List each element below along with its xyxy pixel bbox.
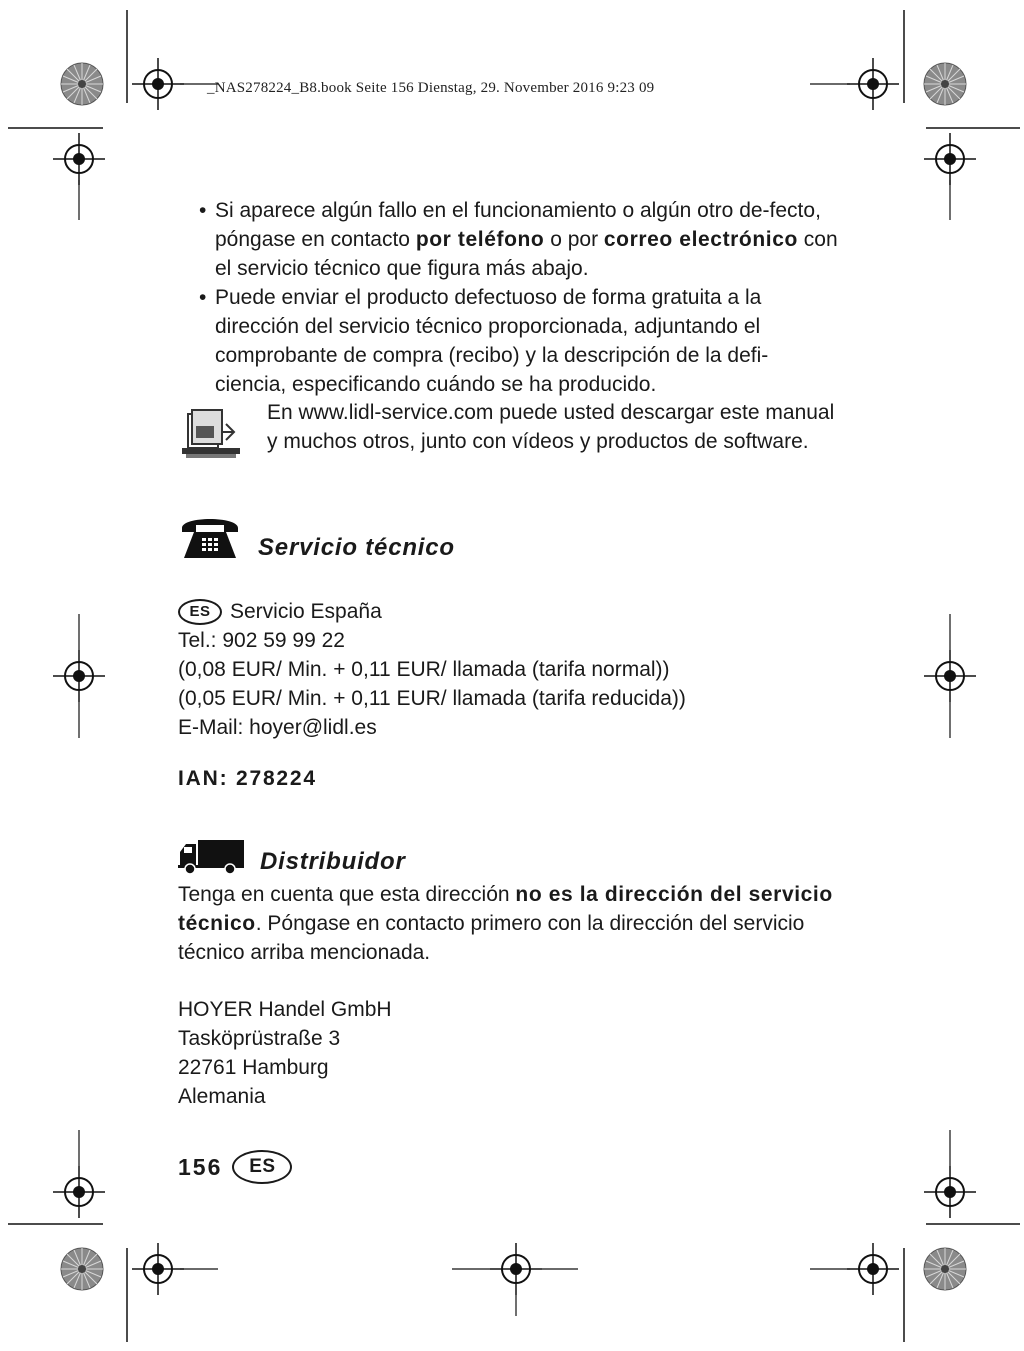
list-item: • Si aparece algún fallo en el funcionamiento o algún otro de-fecto, póngase en contacto por teléfono o por correo electrónico con el servicio técnico que figura más abajo. [178,196,838,283]
print-slug-line: _NAS278224_B8.book Seite 156 Dienstag, 29. November 2016 9:23 09 [207,80,655,96]
registration-mark [132,1243,184,1295]
delivery-truck-icon [178,840,244,874]
section-title: Distribuidor [260,848,406,875]
page-number: 156 [178,1153,223,1180]
registration-mark [53,650,105,702]
distributor-section-heading [178,840,406,874]
address-city: 22761 Hamburg [178,1056,329,1079]
color-star-mark [61,63,103,105]
service-rate-reduced: (0,05 EUR/ Min. + 0,11 EUR/ llamada (tarifa reducida)) [178,687,686,710]
manual-download-icon [182,408,242,460]
page-footer [178,1150,300,1184]
registration-mark [847,1243,899,1295]
registration-mark [924,133,976,185]
language-badge: ES [232,1150,292,1184]
service-email: E-Mail: hoyer@lidl.es [178,716,377,739]
registration-mark [132,58,184,110]
country-badge: ES [178,599,222,625]
registration-mark [53,133,105,185]
registration-mark [924,650,976,702]
distributor-note: Tenga en cuenta que esta dirección no es la dirección del servicio técnico. Póngase en contacto primero con la dirección del servicio técnico arriba mencionada. [178,883,833,964]
registration-mark [53,1166,105,1218]
ian-number: IAN: 278224 [178,767,317,790]
section-title: Servicio técnico [258,534,455,561]
service-contact-block [178,595,878,742]
color-star-mark [61,1248,103,1290]
telephone-icon [178,512,242,560]
address-company: HOYER Handel GmbH [178,998,392,1021]
bullet-icon: • [199,286,207,309]
registration-mark [924,1166,976,1218]
distributor-address [178,995,578,1111]
service-section-heading [178,512,455,560]
registration-mark [847,58,899,110]
service-country-label: Servicio España [230,600,382,623]
list-item: • Puede enviar el producto defectuoso de forma gratuita a la dirección del servicio técnico proporcionada, adjuntando el comprobante de compra (recibo) y la descripción de la defi-ciencia, especificando cuándo se ha producido. [178,283,838,399]
service-country [178,597,382,626]
address-country: Alemania [178,1085,266,1108]
registration-mark [490,1243,542,1295]
note-text: En www.lidl-service.com puede usted descargar este manual y muchos otros, junto con vídeos y productos de software. [267,401,835,453]
service-phone: Tel.: 902 59 99 22 [178,629,345,652]
color-star-mark [924,63,966,105]
service-rate-normal: (0,08 EUR/ Min. + 0,11 EUR/ llamada (tarifa normal)) [178,658,670,681]
bullet-icon: • [199,199,207,222]
address-street: Tasköprüstraße 3 [178,1027,341,1050]
color-star-mark [924,1248,966,1290]
instruction-list [178,196,838,399]
